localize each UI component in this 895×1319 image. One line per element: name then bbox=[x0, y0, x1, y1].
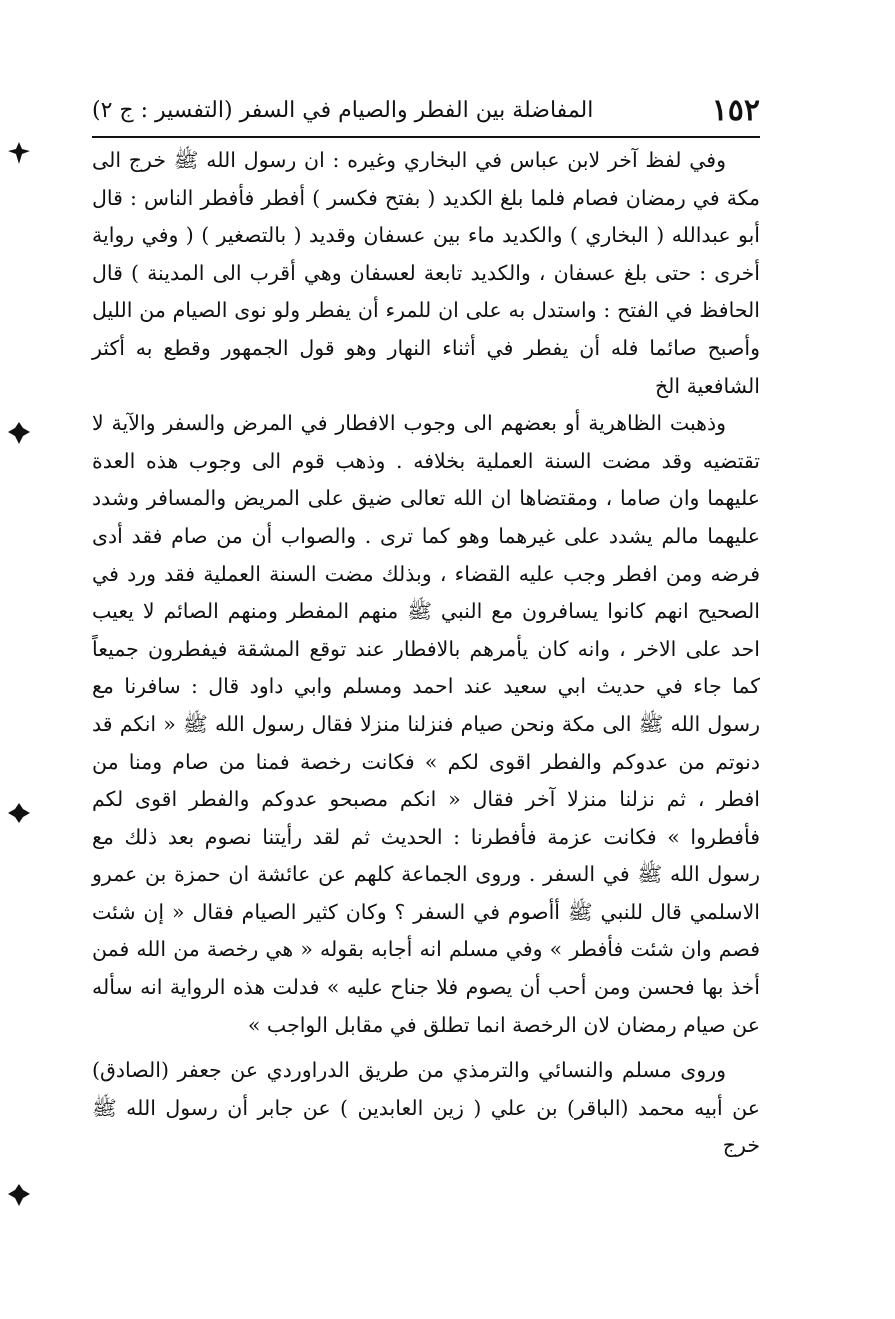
margin-mark-icon bbox=[6, 420, 32, 446]
header-rule bbox=[92, 136, 760, 138]
margin-mark-icon bbox=[6, 140, 32, 166]
body-text bbox=[92, 142, 760, 1165]
paragraph-zahiriyya: وذهبت الظاهرية أو بعضهم الى وجوب الافطار في المرض والسفر والآية لا تقتضيه وقد مضت السنة العملية بخلافه . وذهب قوم الى وجوب هذه العدة عليهما وان صاما ، ومقتضاها ان الله تعالى ضيق على المريض والمسافر وشدد عليهما مالم يشدد على غيرهما وهو كما ترى . والصواب أن من صام فقد أدى فرضه ومن افطر وجب عليه القضاء ، وبذلك مضت السنة العملية فقد ورد في الصحيح انهم كانوا يسافرون مع النبي ﷺ منهم المفطر ومنهم الصائم لا يعيب احد على الاخر ، وانه كان يأمرهم بالافطار عند توقع المشقة فيفطرون جميعاً كما جاء في حديث ابي سعيد عند احمد ومسلم وابي داود قال : سافرنا مع رسول الله ﷺ الى مكة ونحن صيام فنزلنا منزلا فقال رسول الله ﷺ « انكم قد دنوتم من عدوكم والفطر اقوى لكم » فكانت رخصة فمنا من صام ومنا من افطر ، ثم نزلنا منزلا آخر فقال « انكم مصبحو عدوكم والفطر اقوى لكم فأفطروا » فكانت عزمة فأفطرنا : الحديث ثم لقد رأيتنا نصوم بعد ذلك مع رسول الله ﷺ في السفر . وروى الجماعة كلهم عن عائشة ان حمزة بن عمرو الاسلمي قال للنبي ﷺ أأصوم في السفر ؟ وكان كثير الصيام فقال « إن شئت فصم وان شئت فأفطر » وفي مسلم انه أجابه بقوله « هي رخصة من الله فمن أخذ بها فحسن ومن أحب أن يصوم فلا جناح عليه » فدلت هذه الرواية انه سأله عن صيام رمضان لان الرخصة انما تطلق في مقابل الواجب » bbox=[92, 411, 760, 1037]
margin-mark-icon bbox=[6, 800, 32, 826]
running-head: المفاضلة بين الفطر والصيام في السفر (التفسير : ج ٢) bbox=[92, 97, 594, 123]
page-number: ١٥٢ bbox=[711, 92, 760, 128]
margin-mark-icon bbox=[6, 1182, 32, 1208]
page-header bbox=[92, 88, 760, 132]
paragraph-ibn-abbas: وفي لفظ آخر لابن عباس في البخاري وغيره : ان رسول الله ﷺ خرج الى مكة في رمضان فصام فلما بلغ الكديد ( بفتح فكسر ) أفطر فأفطر الناس : قال أبو عبدالله ( البخاري ) والكديد ماء بين عسفان وقديد ( بالتصغير ) ( وفي رواية أخرى : حتى بلغ عسفان ، والكديد تابعة لعسفان وهي أقرب الى المدينة ) قال الحافظ في الفتح : واستدل به على ان للمرء أن يفطر ولو نوى الصيام من الليل وأصبح صائما فله أن يفطر في أثناء النهار وهو قول الجمهور وقطع به أكثر الشافعية الخ bbox=[92, 148, 760, 398]
paragraph-muslim-narration: وروى مسلم والنسائي والترمذي من طريق الدراوردي عن جعفر (الصادق) عن أبيه محمد (الباقر) بن علي ( زين العابدين ) عن جابر أن رسول الله ﷺ خرج bbox=[92, 1058, 760, 1158]
